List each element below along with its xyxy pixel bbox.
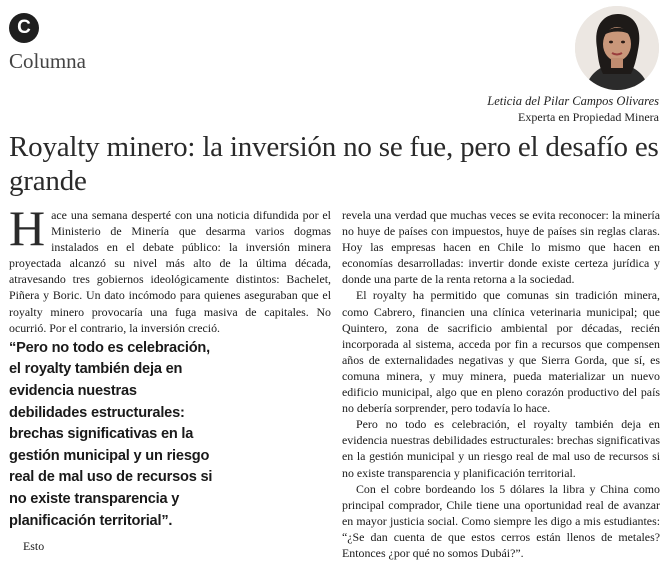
section-label: Columna <box>9 49 86 73</box>
author-role: Experta en Propiedad Minera <box>518 110 659 124</box>
intro-paragraph <box>9 200 331 336</box>
intro-text: ace una semana desperté con una noticia difundida por el Ministerio de Minería que desarma varios dogmas instalados en el debate público: la inversión minera proyectada alcanzó su nivel más alto de la última década, atravesando tres gobiernos ideológicamente distintos: Bachelet, Piñera y Boric. Un dato incómodo para quienes aseguraban que el royalty minero provocaría una fuga masiva de capitales. No ocurrió. Por el contrario, la inversión creció. <box>9 208 331 335</box>
column-badge: C <box>9 13 39 43</box>
paragraph-2-continued: revela una verdad que muchas veces se evita reconocer: la minería no huye de países con impuestos, huye de países sin reglas claras. Hoy las empresas hacen en Chile lo mismo que hacen en economías desarrolladas: invertir donde existe certeza jurídica y donde una parte de la renta retorna a la sociedad. <box>342 208 660 287</box>
pull-quote: “Pero no todo es celebración, el royalty también deja en evidencia nuestras debilidades estructurales: brechas significativas en la gestión municipal y un riesgo real de mal uso de recursos si no existe transparencia y planificación territorial”. <box>9 339 213 529</box>
paragraph-3: El royalty ha permitido que comunas sin tradición minera, como Cabrero, financien una clínica veterinaria municipal; que Quintero, zona de sacrificio ambiental por décadas, recién incorporada al sistema, acceda por fin a recursos que compensen años de externalidades negativas y que Sierra Gorda, que sí, es comuna minera, y muy minera, pueda materializar un nuevo edificio municipal, algo que en pleno corazón productivo del país no debería sorprender, pero todavía lo hace. <box>342 288 660 416</box>
drop-cap: H <box>9 200 46 256</box>
paragraph-5: Con el cobre bordeando los 5 dólares la libra y China como principal comprador, Chile tiene una oportunidad real de avanzar en mayor justicia social. Como siempre les digo a mis estudiantes: “¿Se dan cuenta de que estos cerros están llenos de metales? Entonces ¿por qué no somos Dubái?”. <box>342 481 660 560</box>
author-portrait-icon <box>575 6 659 90</box>
headline: Royalty minero: la inversión no se fue, pero el desafío es grande <box>9 131 659 197</box>
author-photo <box>575 6 659 90</box>
article-column-right <box>342 207 660 561</box>
paragraph-4: Pero no todo es celebración, el royalty también deja en evidencia nuestras debilidades estructurales: brechas significativas en la gestión municipal y un riesgo real de mal uso de recursos si no existe transparencia y planificación territorial. <box>342 417 660 480</box>
article-column-left <box>9 200 331 554</box>
paragraph-2: Esto <box>23 539 45 554</box>
author-name: Leticia del Pilar Campos Olivares <box>487 94 659 108</box>
